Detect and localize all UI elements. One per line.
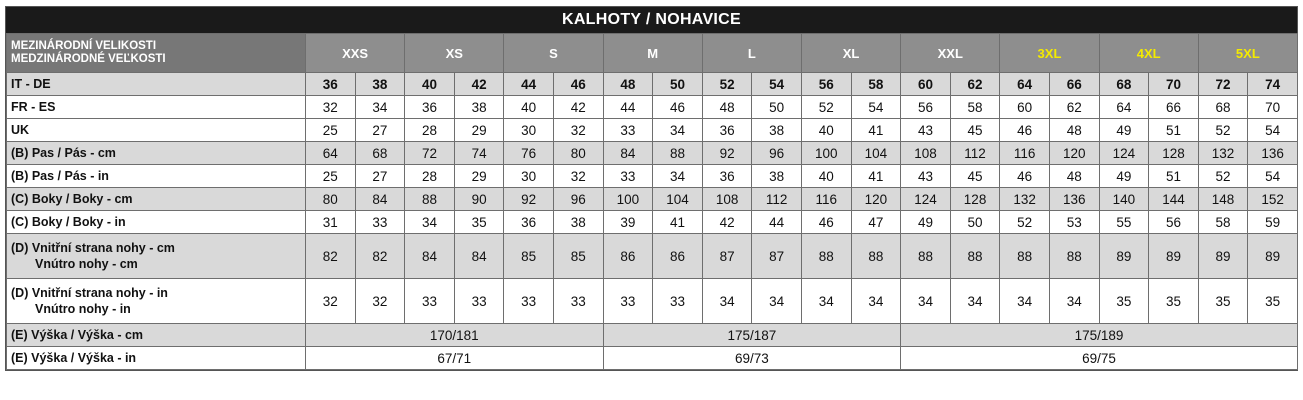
table-cell: 50	[752, 96, 802, 119]
table-cell: 40	[801, 165, 851, 188]
table-cell: 56	[901, 96, 951, 119]
table-cell: 44	[752, 211, 802, 234]
table-cell: 35	[1099, 279, 1149, 324]
table-cell: 49	[1099, 119, 1149, 142]
table-cell: 48	[1049, 119, 1099, 142]
height-range-cell: 170/181	[306, 324, 604, 347]
row-label-line2: Vnútro nohy - cm	[35, 257, 138, 271]
table-cell: 38	[752, 119, 802, 142]
table-cell: 38	[454, 96, 504, 119]
table-cell: 30	[504, 165, 554, 188]
table-cell: 52	[1198, 119, 1248, 142]
table-cell: 30	[504, 119, 554, 142]
row-label	[7, 279, 306, 324]
table-cell: 112	[950, 142, 1000, 165]
table-cell: 36	[702, 119, 752, 142]
table-cell: 88	[950, 234, 1000, 279]
table-cell: 82	[306, 234, 356, 279]
table-cell: 124	[901, 188, 951, 211]
table-row	[7, 279, 1298, 324]
table-row	[7, 188, 1298, 211]
table-cell: 128	[1149, 142, 1199, 165]
row-label-line1: (D) Vnitřní strana nohy - cm	[11, 241, 175, 255]
table-cell: 56	[1149, 211, 1199, 234]
table-cell: 60	[901, 73, 951, 96]
table-cell: 51	[1149, 119, 1199, 142]
table-cell: 108	[901, 142, 951, 165]
size-header-m: M	[603, 34, 702, 73]
table-cell: 56	[801, 73, 851, 96]
table-cell: 76	[504, 142, 554, 165]
table-cell: 36	[702, 165, 752, 188]
table-cell: 136	[1248, 142, 1298, 165]
table-cell: 84	[355, 188, 405, 211]
table-cell: 72	[405, 142, 455, 165]
table-cell: 116	[1000, 142, 1050, 165]
table-cell: 85	[553, 234, 603, 279]
table-cell: 124	[1099, 142, 1149, 165]
table-cell: 104	[653, 188, 703, 211]
table-cell: 68	[1198, 96, 1248, 119]
table-cell: 64	[1000, 73, 1050, 96]
table-cell: 70	[1248, 96, 1298, 119]
table-cell: 74	[1248, 73, 1298, 96]
row-label: (B) Pas / Pás - cm	[7, 142, 306, 165]
table-cell: 132	[1198, 142, 1248, 165]
table-cell: 128	[950, 188, 1000, 211]
table-row	[7, 165, 1298, 188]
table-cell: 54	[752, 73, 802, 96]
table-cell: 36	[504, 211, 554, 234]
table-cell: 46	[653, 96, 703, 119]
table-cell: 51	[1149, 165, 1199, 188]
table-cell: 80	[553, 142, 603, 165]
table-cell: 35	[454, 211, 504, 234]
table-cell: 29	[454, 165, 504, 188]
table-cell: 40	[405, 73, 455, 96]
table-cell: 34	[901, 279, 951, 324]
table-cell: 45	[950, 119, 1000, 142]
table-cell: 27	[355, 119, 405, 142]
table-cell: 32	[306, 279, 356, 324]
table-cell: 53	[1049, 211, 1099, 234]
table-cell: 41	[851, 165, 901, 188]
table-cell: 96	[553, 188, 603, 211]
table-cell: 40	[504, 96, 554, 119]
table-cell: 120	[1049, 142, 1099, 165]
table-cell: 34	[752, 279, 802, 324]
table-cell: 48	[1049, 165, 1099, 188]
table-cell: 34	[653, 119, 703, 142]
table-cell: 64	[306, 142, 356, 165]
table-cell: 32	[553, 119, 603, 142]
table-cell: 34	[702, 279, 752, 324]
table-cell: 32	[553, 165, 603, 188]
table-cell: 41	[851, 119, 901, 142]
table-cell: 86	[653, 234, 703, 279]
table-cell: 62	[950, 73, 1000, 96]
table-cell: 52	[801, 96, 851, 119]
table-cell: 29	[454, 119, 504, 142]
table-cell: 108	[702, 188, 752, 211]
table-cell: 38	[752, 165, 802, 188]
table-cell: 36	[405, 96, 455, 119]
table-cell: 58	[950, 96, 1000, 119]
table-cell: 92	[702, 142, 752, 165]
table-cell: 58	[1198, 211, 1248, 234]
table-row	[7, 211, 1298, 234]
size-header-xs: XS	[405, 34, 504, 73]
table-cell: 88	[801, 234, 851, 279]
table-cell: 42	[454, 73, 504, 96]
table-cell: 28	[405, 119, 455, 142]
size-header-xl: XL	[801, 34, 900, 73]
table-cell: 100	[801, 142, 851, 165]
table-cell: 88	[405, 188, 455, 211]
table-cell: 80	[306, 188, 356, 211]
table-cell: 40	[801, 119, 851, 142]
table-cell: 33	[553, 279, 603, 324]
size-table	[6, 33, 1298, 370]
table-cell: 32	[355, 279, 405, 324]
header-label	[7, 34, 306, 73]
table-cell: 104	[851, 142, 901, 165]
size-header-xxl: XXL	[901, 34, 1000, 73]
table-cell: 35	[1149, 279, 1199, 324]
header-label-line1: MEZINÁRODNÍ VELIKOSTI	[11, 40, 157, 52]
table-cell: 44	[603, 96, 653, 119]
table-cell: 52	[1198, 165, 1248, 188]
row-label: (B) Pas / Pás - in	[7, 165, 306, 188]
table-cell: 85	[504, 234, 554, 279]
table-cell: 152	[1248, 188, 1298, 211]
table-cell: 33	[454, 279, 504, 324]
table-cell: 68	[355, 142, 405, 165]
size-header-4xl: 4XL	[1099, 34, 1198, 73]
table-cell: 66	[1149, 96, 1199, 119]
table-row	[7, 142, 1298, 165]
table-cell: 82	[355, 234, 405, 279]
table-cell: 36	[306, 73, 356, 96]
table-cell: 46	[1000, 165, 1050, 188]
size-header-l: L	[702, 34, 801, 73]
table-cell: 33	[603, 279, 653, 324]
table-cell: 88	[901, 234, 951, 279]
table-cell: 34	[801, 279, 851, 324]
table-cell: 84	[454, 234, 504, 279]
table-cell: 33	[653, 279, 703, 324]
table-cell: 52	[702, 73, 752, 96]
table-cell: 45	[950, 165, 1000, 188]
table-cell: 47	[851, 211, 901, 234]
table-cell: 86	[603, 234, 653, 279]
table-row	[7, 234, 1298, 279]
table-cell: 136	[1049, 188, 1099, 211]
height-range-cell: 69/75	[901, 347, 1298, 370]
table-cell: 34	[950, 279, 1000, 324]
table-cell: 96	[752, 142, 802, 165]
row-label: IT - DE	[7, 73, 306, 96]
height-range-cell: 175/187	[603, 324, 901, 347]
table-cell: 46	[801, 211, 851, 234]
table-cell: 140	[1099, 188, 1149, 211]
table-cell: 132	[1000, 188, 1050, 211]
table-cell: 72	[1198, 73, 1248, 96]
table-cell: 59	[1248, 211, 1298, 234]
table-cell: 87	[752, 234, 802, 279]
table-cell: 89	[1099, 234, 1149, 279]
table-cell: 120	[851, 188, 901, 211]
table-cell: 33	[603, 165, 653, 188]
table-row	[7, 96, 1298, 119]
table-cell: 25	[306, 165, 356, 188]
header-label-line2: MEDZINÁRODNÉ VEĽKOSTI	[11, 53, 166, 65]
table-cell: 66	[1049, 73, 1099, 96]
table-cell: 88	[1049, 234, 1099, 279]
row-label: UK	[7, 119, 306, 142]
row-label: FR - ES	[7, 96, 306, 119]
table-cell: 58	[851, 73, 901, 96]
table-cell: 116	[801, 188, 851, 211]
table-cell: 46	[1000, 119, 1050, 142]
table-row	[7, 119, 1298, 142]
table-cell: 52	[1000, 211, 1050, 234]
table-cell: 34	[1049, 279, 1099, 324]
table-cell: 35	[1198, 279, 1248, 324]
table-row	[7, 324, 1298, 347]
size-header-3xl: 3XL	[1000, 34, 1099, 73]
table-cell: 88	[653, 142, 703, 165]
table-cell: 42	[553, 96, 603, 119]
table-cell: 43	[901, 165, 951, 188]
size-header-5xl: 5XL	[1198, 34, 1297, 73]
row-label: (E) Výška / Výška - in	[7, 347, 306, 370]
table-cell: 62	[1049, 96, 1099, 119]
table-cell: 84	[405, 234, 455, 279]
size-chart	[5, 6, 1298, 371]
size-header-xxs: XXS	[306, 34, 405, 73]
table-cell: 49	[901, 211, 951, 234]
table-cell: 25	[306, 119, 356, 142]
table-cell: 34	[1000, 279, 1050, 324]
header-row	[7, 34, 1298, 73]
table-cell: 90	[454, 188, 504, 211]
table-cell: 68	[1099, 73, 1149, 96]
height-range-cell: 175/189	[901, 324, 1298, 347]
table-cell: 84	[603, 142, 653, 165]
height-range-cell: 69/73	[603, 347, 901, 370]
table-cell: 60	[1000, 96, 1050, 119]
table-cell: 89	[1149, 234, 1199, 279]
table-cell: 55	[1099, 211, 1149, 234]
table-cell: 32	[306, 96, 356, 119]
table-cell: 48	[603, 73, 653, 96]
table-cell: 148	[1198, 188, 1248, 211]
table-cell: 89	[1248, 234, 1298, 279]
table-cell: 33	[405, 279, 455, 324]
table-cell: 41	[653, 211, 703, 234]
table-cell: 42	[702, 211, 752, 234]
row-label-line1: (D) Vnitřní strana nohy - in	[11, 286, 168, 300]
table-cell: 46	[553, 73, 603, 96]
table-cell: 100	[603, 188, 653, 211]
table-cell: 33	[504, 279, 554, 324]
table-cell: 64	[1099, 96, 1149, 119]
table-cell: 87	[702, 234, 752, 279]
table-row	[7, 347, 1298, 370]
table-cell: 38	[355, 73, 405, 96]
row-label: (C) Boky / Boky - in	[7, 211, 306, 234]
table-cell: 50	[653, 73, 703, 96]
table-cell: 33	[603, 119, 653, 142]
table-cell: 49	[1099, 165, 1149, 188]
table-cell: 112	[752, 188, 802, 211]
table-cell: 39	[603, 211, 653, 234]
table-cell: 144	[1149, 188, 1199, 211]
table-cell: 88	[1000, 234, 1050, 279]
table-cell: 54	[851, 96, 901, 119]
table-cell: 38	[553, 211, 603, 234]
chart-title: KALHOTY / NOHAVICE	[6, 7, 1297, 33]
table-cell: 48	[702, 96, 752, 119]
table-cell: 54	[1248, 165, 1298, 188]
table-cell: 74	[454, 142, 504, 165]
table-cell: 89	[1198, 234, 1248, 279]
table-cell: 70	[1149, 73, 1199, 96]
table-cell: 50	[950, 211, 1000, 234]
size-header-s: S	[504, 34, 603, 73]
table-cell: 44	[504, 73, 554, 96]
table-cell: 34	[355, 96, 405, 119]
table-cell: 43	[901, 119, 951, 142]
row-label: (C) Boky / Boky - cm	[7, 188, 306, 211]
table-cell: 54	[1248, 119, 1298, 142]
table-cell: 33	[355, 211, 405, 234]
row-label: (E) Výška / Výška - cm	[7, 324, 306, 347]
table-cell: 35	[1248, 279, 1298, 324]
row-label-line2: Vnútro nohy - in	[35, 302, 131, 316]
table-cell: 34	[405, 211, 455, 234]
table-cell: 34	[653, 165, 703, 188]
table-cell: 34	[851, 279, 901, 324]
table-row	[7, 73, 1298, 96]
table-cell: 28	[405, 165, 455, 188]
table-cell: 92	[504, 188, 554, 211]
height-range-cell: 67/71	[306, 347, 604, 370]
table-cell: 27	[355, 165, 405, 188]
table-cell: 31	[306, 211, 356, 234]
row-label	[7, 234, 306, 279]
table-cell: 88	[851, 234, 901, 279]
